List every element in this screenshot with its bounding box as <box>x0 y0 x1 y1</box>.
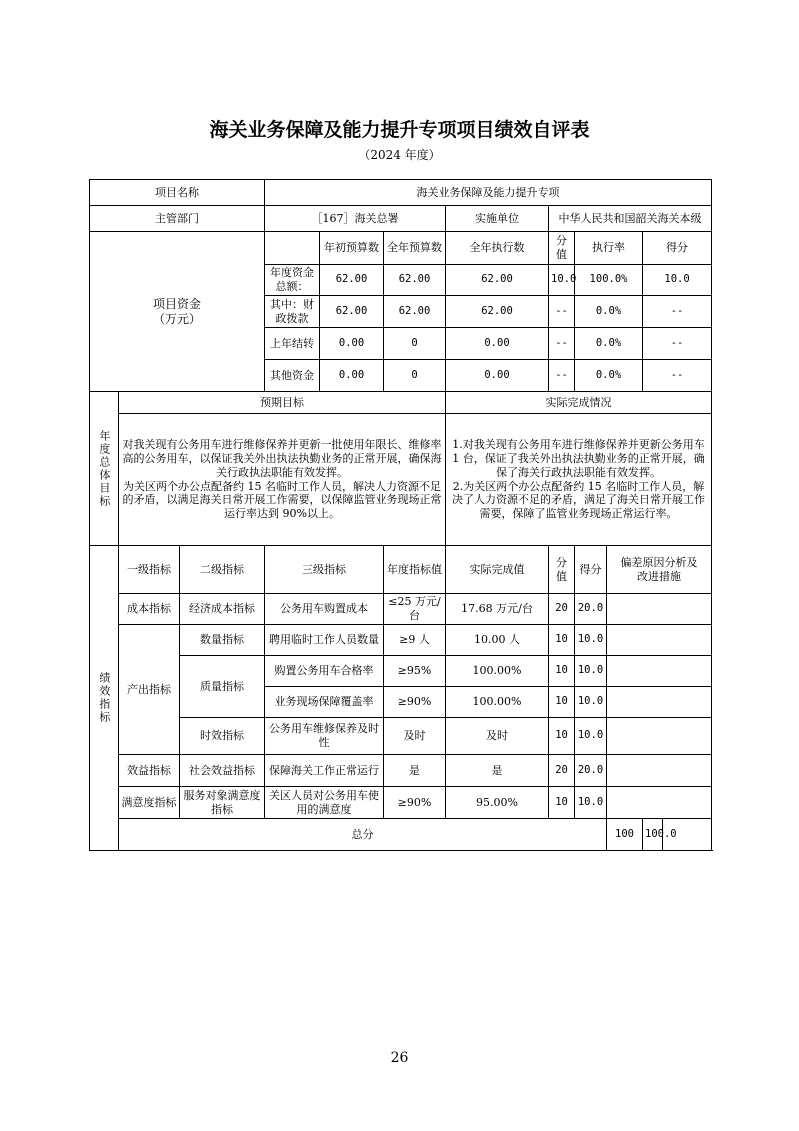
dept-label: 主管部门 <box>90 206 265 232</box>
project-name-label: 项目名称 <box>90 180 265 206</box>
funds-row-score: -- <box>643 296 712 328</box>
ind-header-score-value: 分值 <box>549 546 575 594</box>
ind-header-level3: 三级指标 <box>265 546 384 594</box>
ind-target: ≥90% <box>384 687 446 718</box>
ind-actual: 及时 <box>446 718 549 755</box>
funds-row-score-value: -- <box>549 296 575 328</box>
indicator-row <box>90 787 712 819</box>
funds-row-score-value: 10.0 <box>549 265 575 296</box>
indicators-header-row <box>90 546 712 594</box>
ind-score-value: 20 <box>549 594 575 625</box>
funds-row-rate: 100.0% <box>575 265 643 296</box>
ind-score: 10.0 <box>575 687 607 718</box>
ind-remarks <box>607 755 712 787</box>
ind-group-satisfaction: 满意度指标 <box>119 787 180 819</box>
funds-row-score: 10.0 <box>643 265 712 296</box>
ind-level3: 业务现场保障覆盖率 <box>265 687 384 718</box>
funds-label: 项目资金 （万元） <box>90 232 265 392</box>
funds-row-annual: 62.00 <box>384 265 446 296</box>
ind-remarks <box>607 594 712 625</box>
goals-content-row <box>90 414 712 546</box>
total-row <box>90 819 712 851</box>
funds-header-score: 得分 <box>643 232 712 265</box>
ind-remarks <box>607 687 712 718</box>
ind-group-cost: 成本指标 <box>119 594 180 625</box>
funds-row-score-value: -- <box>549 360 575 392</box>
indicator-row <box>90 625 712 656</box>
ind-score: 20.0 <box>575 594 607 625</box>
ind-actual: 10.00 人 <box>446 625 549 656</box>
funds-row-initial: 62.00 <box>320 296 384 328</box>
project-name-value: 海关业务保障及能力提升专项 <box>265 180 712 206</box>
ind-level2: 数量指标 <box>180 625 265 656</box>
ind-actual: 是 <box>446 755 549 787</box>
ind-remarks <box>607 787 712 819</box>
document-subtitle: （2024 年度） <box>358 148 441 162</box>
funds-row-executed: 0.00 <box>446 360 549 392</box>
dept-value: ［167］海关总署 <box>265 206 446 232</box>
ind-target: 是 <box>384 755 446 787</box>
funds-row-executed: 0.00 <box>446 328 549 360</box>
ind-remarks <box>607 625 712 656</box>
ind-target: ≤25 万元/台 <box>384 594 446 625</box>
ind-level3: 购置公务用车合格率 <box>265 656 384 687</box>
funds-row-initial: 0.00 <box>320 360 384 392</box>
funds-row-score: -- <box>643 360 712 392</box>
ind-score: 10.0 <box>575 718 607 755</box>
funds-row-annual: 0 <box>384 360 446 392</box>
ind-header-target: 年度指标值 <box>384 546 446 594</box>
ind-score-value: 10 <box>549 787 575 819</box>
goals-header-row <box>90 392 712 414</box>
funds-row-initial: 62.00 <box>320 265 384 296</box>
indicators-label: 绩效指标 <box>90 546 119 851</box>
unit-value: 中华人民共和国韶关海关本级 <box>549 206 712 232</box>
funds-header-rate: 执行率 <box>575 232 643 265</box>
ind-header-remarks: 偏差原因分析及 改进措施 <box>607 546 712 594</box>
ind-level2: 质量指标 <box>180 656 265 718</box>
ind-target: ≥90% <box>384 787 446 819</box>
goals-actual-text: 1.对我关现有公务用车进行维修保养并更新公务用车 1 台，保证了我关外出执法执勤业务的正常开展，确保了海关行政执法职能有效发挥。 2.为关区两个办公点配备约 15 名临时工作人员，解决了人力资源不足的矛盾，满足了海关日常开展工作需要，保障了监管业务现场正常运行率。 <box>446 414 712 546</box>
funds-row-rate: 0.0% <box>575 296 643 328</box>
ind-header-level2: 二级指标 <box>180 546 265 594</box>
funds-row-score: -- <box>643 328 712 360</box>
funds-header-row <box>90 232 712 265</box>
indicator-row <box>90 656 712 687</box>
indicator-row <box>90 718 712 755</box>
goals-actual-header: 实际完成情况 <box>446 392 712 414</box>
goals-expected-header: 预期目标 <box>119 392 446 414</box>
ind-level2: 时效指标 <box>180 718 265 755</box>
ind-level2: 服务对象满意度指标 <box>180 787 265 819</box>
ind-score-value: 20 <box>549 755 575 787</box>
funds-header-score-value: 分值 <box>549 232 575 265</box>
goals-expected-text: 对我关现有公务用车进行维修保养并更新一批使用年限长、维修率高的公务用车，以保证我关外出执法执勤业务的正常开展，确保海关行政执法职能有效发挥。 为关区两个办公点配备约 15 名临时工作人员，解决人力资源不足的矛盾，以满足海关日常开展工作需要，以保障监管业务现场正常运行率达到 90%以上。 <box>119 414 446 546</box>
page-number: 26 <box>390 1050 409 1066</box>
funds-row-name: 其中：财政拨款 <box>265 296 320 328</box>
unit-label: 实施单位 <box>446 206 549 232</box>
ind-remarks <box>607 656 712 687</box>
ind-score: 10.0 <box>575 625 607 656</box>
funds-header-blank <box>265 232 320 265</box>
ind-header-level1: 一级指标 <box>119 546 180 594</box>
funds-row-executed: 62.00 <box>446 296 549 328</box>
ind-level3: 关区人员对公务用车使用的满意度 <box>265 787 384 819</box>
funds-row-annual: 0 <box>384 328 446 360</box>
ind-level3: 公务用车购置成本 <box>265 594 384 625</box>
funds-row-name: 年度资金总额： <box>265 265 320 296</box>
funds-row-score-value: -- <box>549 328 575 360</box>
ind-target: 及时 <box>384 718 446 755</box>
ind-score-value: 10 <box>549 718 575 755</box>
funds-row-annual: 62.00 <box>384 296 446 328</box>
funds-row-rate: 0.0% <box>575 328 643 360</box>
goals-label: 年度总体目标 <box>90 392 119 546</box>
total-label: 总分 <box>119 819 607 851</box>
ind-actual: 100.00% <box>446 656 549 687</box>
ind-score: 20.0 <box>575 755 607 787</box>
project-name-row <box>90 180 712 206</box>
ind-header-score: 得分 <box>575 546 607 594</box>
indicator-row <box>90 755 712 787</box>
ind-score: 10.0 <box>575 656 607 687</box>
ind-level3: 保障海关工作正常运行 <box>265 755 384 787</box>
funds-row-name: 上年结转 <box>265 328 320 360</box>
total-score-value: 100 <box>607 819 643 851</box>
department-row <box>90 206 712 232</box>
ind-actual: 100.00% <box>446 687 549 718</box>
ind-group-benefit: 效益指标 <box>119 755 180 787</box>
funds-row-name: 其他资金 <box>265 360 320 392</box>
ind-actual: 17.68 万元/台 <box>446 594 549 625</box>
indicator-row <box>90 594 712 625</box>
document-title: 海关业务保障及能力提升专项项目绩效自评表 <box>209 119 590 141</box>
ind-group-output: 产出指标 <box>119 625 180 755</box>
ind-header-actual: 实际完成值 <box>446 546 549 594</box>
funds-header-executed: 全年执行数 <box>446 232 549 265</box>
ind-score-value: 10 <box>549 625 575 656</box>
performance-table <box>89 179 712 851</box>
funds-row-initial: 0.00 <box>320 328 384 360</box>
ind-actual: 95.00% <box>446 787 549 819</box>
ind-target: ≥9 人 <box>384 625 446 656</box>
ind-remarks <box>607 718 712 755</box>
ind-score: 10.0 <box>575 787 607 819</box>
ind-score-value: 10 <box>549 687 575 718</box>
ind-level2: 经济成本指标 <box>180 594 265 625</box>
total-score: 100.0 <box>643 819 663 851</box>
ind-level3: 聘用临时工作人员数量 <box>265 625 384 656</box>
funds-header-initial: 年初预算数 <box>320 232 384 265</box>
ind-target: ≥95% <box>384 656 446 687</box>
funds-header-annual: 全年预算数 <box>384 232 446 265</box>
funds-row-executed: 62.00 <box>446 265 549 296</box>
funds-row-rate: 0.0% <box>575 360 643 392</box>
ind-level3: 公务用车维修保养及时性 <box>265 718 384 755</box>
ind-score-value: 10 <box>549 656 575 687</box>
ind-level2: 社会效益指标 <box>180 755 265 787</box>
